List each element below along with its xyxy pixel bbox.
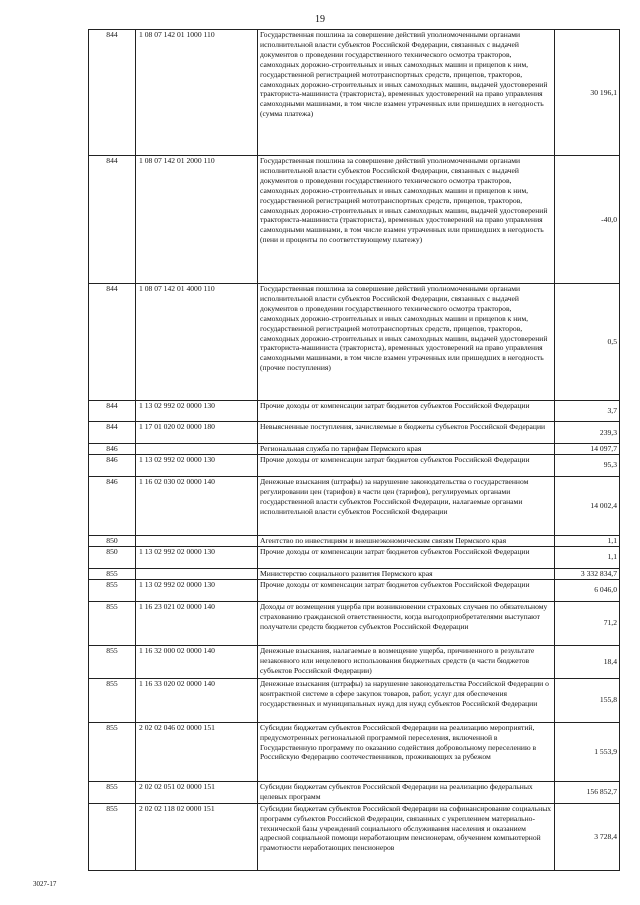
admin-code-cell: 855 — [89, 781, 136, 803]
budget-code-cell: 2 02 02 118 02 0000 151 — [136, 803, 258, 870]
budget-code-cell: 1 08 07 142 01 2000 110 — [136, 156, 258, 284]
revenue-name-cell: Субсидии бюджетам субъектов Российской Федерации на реализацию федеральных целевых программ — [258, 781, 555, 803]
budget-code-cell: 1 13 02 992 02 0000 130 — [136, 454, 258, 476]
amount-cell: 1,1 — [555, 535, 620, 546]
revenue-name-cell: Прочие доходы от компенсации затрат бюджетов субъектов Российской Федерации — [258, 579, 555, 601]
budget-code-cell — [136, 535, 258, 546]
admin-code-cell: 844 — [89, 284, 136, 401]
amount-cell: 14 002,4 — [555, 476, 620, 535]
revenue-name-cell: Денежные взыскания (штрафы) за нарушение законодательства о государственном регулировании цен (тарифов) в части цен (тарифов), регулируемых органами государственной власти субъектов Российской Федерации, налагаемые органами исполнительной власти субъектов Российской Федерации — [258, 476, 555, 535]
budget-code-cell: 1 16 02 030 02 0000 140 — [136, 476, 258, 535]
amount-cell: 3 728,4 — [555, 803, 620, 870]
amount-cell: 239,3 — [555, 422, 620, 444]
budget-code-cell: 1 08 07 142 01 1000 110 — [136, 30, 258, 156]
table-row — [89, 601, 620, 645]
admin-code-cell: 850 — [89, 535, 136, 546]
table-row — [89, 579, 620, 601]
amount-cell: 3 332 834,7 — [555, 568, 620, 579]
amount-cell: 0,5 — [555, 284, 620, 401]
table-row — [89, 30, 620, 156]
revenue-name-cell: Денежные взыскания (штрафы) за нарушение законодательства Российской Федерации о контрактной системе в сфере закупок товаров, работ, услуг для обеспечения государственных и муниципальных нужд для нужд субъектов Российской Федерации — [258, 678, 555, 722]
admin-code-cell: 855 — [89, 568, 136, 579]
revenue-table — [88, 29, 620, 871]
admin-code-cell: 844 — [89, 401, 136, 422]
amount-cell: 156 852,7 — [555, 781, 620, 803]
revenue-name-cell: Агентство по инвестициям и внешнеэкономическим связям Пермского края — [258, 535, 555, 546]
footer-code: 3027-17 — [33, 880, 57, 888]
table-row — [89, 284, 620, 401]
amount-cell: 1,1 — [555, 546, 620, 568]
admin-code-cell: 850 — [89, 546, 136, 568]
revenue-name-cell: Прочие доходы от компенсации затрат бюджетов субъектов Российской Федерации — [258, 401, 555, 422]
amount-cell: 18,4 — [555, 645, 620, 678]
budget-code-cell — [136, 444, 258, 455]
table-row — [89, 401, 620, 422]
revenue-name-cell: Прочие доходы от компенсации затрат бюджетов субъектов Российской Федерации — [258, 546, 555, 568]
table-row — [89, 722, 620, 781]
amount-cell: 155,8 — [555, 678, 620, 722]
admin-code-cell: 855 — [89, 803, 136, 870]
budget-code-cell: 1 13 02 992 02 0000 130 — [136, 546, 258, 568]
table-row — [89, 444, 620, 455]
table-row — [89, 803, 620, 870]
budget-code-cell: 1 16 33 020 02 0000 140 — [136, 678, 258, 722]
amount-cell: 71,2 — [555, 601, 620, 645]
admin-code-cell: 846 — [89, 444, 136, 455]
admin-code-cell: 846 — [89, 454, 136, 476]
admin-code-cell: 846 — [89, 476, 136, 535]
budget-code-cell: 1 17 01 020 02 0000 180 — [136, 422, 258, 444]
table-row — [89, 535, 620, 546]
revenue-name-cell: Региональная служба по тарифам Пермского края — [258, 444, 555, 455]
revenue-name-cell: Государственная пошлина за совершение действий уполномоченными органами исполнительной власти субъектов Российской Федерации, связанных с выдачей документов о проведении государственного технического осмотра тракторов, самоходных дорожно-строительных и иных самоходных машин и прицепов к ним, государственной регистрацией мототранспортных средств, прицепов, тракторов, самоходных дорожно-строительных и иных самоходных машин, выдачей удостоверений тракториста-машиниста (тракториста), временных удостоверений на право управления самоходными машинами, в том числе взамен утраченных или пришедших в негодность (пени и проценты по соответствующему платежу) — [258, 156, 555, 284]
amount-cell: 14 097,7 — [555, 444, 620, 455]
budget-code-cell: 1 13 02 992 02 0000 130 — [136, 579, 258, 601]
revenue-name-cell: Невыясненные поступления, зачисляемые в бюджеты субъектов Российской Федерации — [258, 422, 555, 444]
budget-code-cell: 1 13 02 992 02 0000 130 — [136, 401, 258, 422]
page-number: 19 — [315, 14, 325, 25]
table-row — [89, 156, 620, 284]
amount-cell: 1 553,9 — [555, 722, 620, 781]
admin-code-cell: 844 — [89, 422, 136, 444]
table-row — [89, 568, 620, 579]
table-row — [89, 422, 620, 444]
budget-code-cell: 1 16 23 021 02 0000 140 — [136, 601, 258, 645]
admin-code-cell: 855 — [89, 722, 136, 781]
amount-cell: 30 196,1 — [555, 30, 620, 156]
admin-code-cell: 844 — [89, 30, 136, 156]
table-row — [89, 476, 620, 535]
table-row — [89, 546, 620, 568]
admin-code-cell: 855 — [89, 601, 136, 645]
revenue-name-cell: Доходы от возмещения ущерба при возникновении страховых случаев по обязательному страхованию гражданской ответственности, когда выгодоприобретателями выступают получатели средств бюджетов субъектов Российской Федерации — [258, 601, 555, 645]
budget-code-cell: 2 02 02 051 02 0000 151 — [136, 781, 258, 803]
revenue-name-cell: Субсидии бюджетам субъектов Российской Федерации на реализацию мероприятий, предусмотренных региональной программой переселения, включенной в Государственную программу по оказанию содействия добровольному переселению в Российскую Федерацию соотечественников, проживающих за рубежом — [258, 722, 555, 781]
admin-code-cell: 844 — [89, 156, 136, 284]
admin-code-cell: 855 — [89, 645, 136, 678]
amount-cell: 3,7 — [555, 401, 620, 422]
amount-cell: 95,3 — [555, 454, 620, 476]
revenue-name-cell: Государственная пошлина за совершение действий уполномоченными органами исполнительной власти субъектов Российской Федерации, связанных с выдачей документов о проведении государственного технического осмотра тракторов, самоходных дорожно-строительных и иных самоходных машин и прицепов к ним, государственной регистрацией мототранспортных средств, прицепов, тракторов, самоходных дорожно-строительных и иных самоходных машин, выдачей удостоверений тракториста-машиниста (тракториста), временных удостоверений на право управления самоходными машинами, в том числе взамен утраченных или пришедших в негодность (прочие поступления) — [258, 284, 555, 401]
budget-code-cell — [136, 568, 258, 579]
admin-code-cell: 855 — [89, 579, 136, 601]
revenue-name-cell: Государственная пошлина за совершение действий уполномоченными органами исполнительной власти субъектов Российской Федерации, связанных с выдачей документов о проведении государственного технического осмотра тракторов, самоходных дорожно-строительных и иных самоходных машин и прицепов к ним, государственной регистрацией мототранспортных средств, прицепов, тракторов, самоходных дорожно-строительных и иных самоходных машин, выдачей удостоверений тракториста-машиниста (тракториста), временных удостоверений на право управления самоходными машинами, в том числе взамен утраченных или пришедших в негодность (сумма платежа) — [258, 30, 555, 156]
table-row — [89, 781, 620, 803]
admin-code-cell: 855 — [89, 678, 136, 722]
amount-cell: -40,0 — [555, 156, 620, 284]
revenue-table-body — [89, 30, 620, 871]
budget-code-cell: 1 08 07 142 01 4000 110 — [136, 284, 258, 401]
revenue-name-cell: Денежные взыскания, налагаемые в возмещение ущерба, причиненного в результате незаконного или нецелевого использования бюджетных средств (в части бюджетов субъектов Российской Федерации) — [258, 645, 555, 678]
revenue-name-cell: Министерство социального развития Пермского края — [258, 568, 555, 579]
table-row — [89, 645, 620, 678]
revenue-name-cell: Субсидии бюджетам субъектов Российской Федерации на софинансирование социальных программ субъектов Российской Федерации, связанных с укреплением материально-технической базы учреждений социального обслуживания населения и оказанием адресной социальной помощи неработающим пенсионерам, обучением компьютерной грамотности неработающих пенсионеров — [258, 803, 555, 870]
table-row — [89, 454, 620, 476]
revenue-name-cell: Прочие доходы от компенсации затрат бюджетов субъектов Российской Федерации — [258, 454, 555, 476]
budget-code-cell: 2 02 02 046 02 0000 151 — [136, 722, 258, 781]
budget-code-cell: 1 16 32 000 02 0000 140 — [136, 645, 258, 678]
table-row — [89, 678, 620, 722]
amount-cell: 6 046,0 — [555, 579, 620, 601]
